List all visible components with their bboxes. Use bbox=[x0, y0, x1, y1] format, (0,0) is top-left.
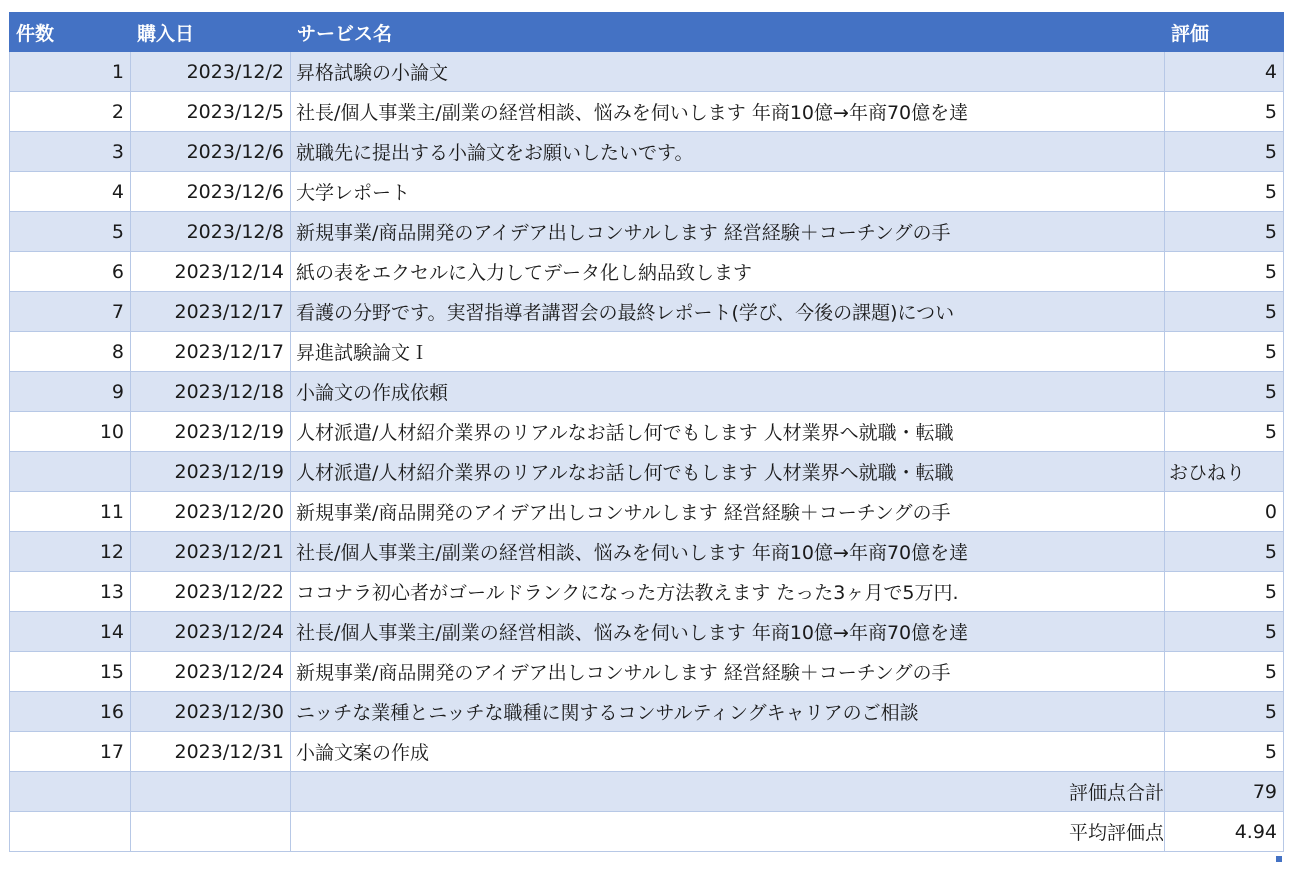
table-row bbox=[10, 692, 1284, 732]
table-row bbox=[10, 132, 1284, 172]
cell-date[interactable]: 2023/12/24 bbox=[131, 652, 291, 692]
cell-date[interactable]: 2023/12/30 bbox=[131, 692, 291, 732]
cell-rating[interactable]: 5 bbox=[1165, 532, 1284, 572]
table-row bbox=[10, 412, 1284, 452]
table-row bbox=[10, 172, 1284, 212]
table-row bbox=[10, 332, 1284, 372]
table-row bbox=[10, 452, 1284, 492]
cell-service[interactable]: ニッチな業種とニッチな職種に関するコンサルティングキャリアのご相談 bbox=[291, 692, 1165, 732]
header-rating[interactable]: 評価 bbox=[1165, 13, 1284, 52]
cell-service[interactable]: 小論文の作成依頼 bbox=[291, 372, 1165, 412]
table-row bbox=[10, 572, 1284, 612]
cell-date[interactable]: 2023/12/2 bbox=[131, 52, 291, 92]
cell-date[interactable]: 2023/12/31 bbox=[131, 732, 291, 772]
cell-service[interactable]: ココナラ初心者がゴールドランクになった方法教えます たった3ヶ月で5万円. bbox=[291, 572, 1165, 612]
cell-date[interactable]: 2023/12/17 bbox=[131, 332, 291, 372]
cell-service[interactable]: 昇格試験の小論文 bbox=[291, 52, 1165, 92]
cell-date[interactable]: 2023/12/20 bbox=[131, 492, 291, 532]
cell-service[interactable]: 社長/個人事業主/副業の経営相談、悩みを伺いします 年商10億→年商70億を達 bbox=[291, 532, 1165, 572]
table-body bbox=[10, 52, 1284, 852]
header-service[interactable]: サービス名 bbox=[291, 13, 1165, 52]
table-row bbox=[10, 212, 1284, 252]
cell-rating[interactable]: おひねり bbox=[1165, 452, 1284, 492]
cell-rating[interactable]: 4 bbox=[1165, 52, 1284, 92]
table-row bbox=[10, 612, 1284, 652]
cell-count[interactable]: 5 bbox=[10, 212, 131, 252]
cell-count[interactable]: 10 bbox=[10, 412, 131, 452]
cell-count[interactable]: 4 bbox=[10, 172, 131, 212]
cell-date[interactable]: 2023/12/18 bbox=[131, 372, 291, 412]
cell-rating[interactable]: 5 bbox=[1165, 612, 1284, 652]
summary-empty-cell[interactable] bbox=[131, 812, 291, 852]
cell-service[interactable]: 社長/個人事業主/副業の経営相談、悩みを伺いします 年商10億→年商70億を達 bbox=[291, 92, 1165, 132]
table-row bbox=[10, 652, 1284, 692]
summary-total-row bbox=[10, 772, 1284, 812]
table-resize-handle[interactable] bbox=[1276, 856, 1282, 862]
cell-rating[interactable]: 0 bbox=[1165, 492, 1284, 532]
cell-service[interactable]: 人材派遣/人材紹介業界のリアルなお話し何でもします 人材業界へ就職・転職 bbox=[291, 452, 1165, 492]
cell-count[interactable]: 15 bbox=[10, 652, 131, 692]
cell-date[interactable]: 2023/12/21 bbox=[131, 532, 291, 572]
cell-date[interactable]: 2023/12/19 bbox=[131, 452, 291, 492]
table-row bbox=[10, 52, 1284, 92]
cell-service[interactable]: 小論文案の作成 bbox=[291, 732, 1165, 772]
cell-service[interactable]: 大学レポート bbox=[291, 172, 1165, 212]
cell-date[interactable]: 2023/12/17 bbox=[131, 292, 291, 332]
cell-date[interactable]: 2023/12/24 bbox=[131, 612, 291, 652]
average-label[interactable]: 平均評価点 bbox=[291, 812, 1165, 852]
header-date[interactable]: 購入日 bbox=[131, 13, 291, 52]
cell-count[interactable]: 17 bbox=[10, 732, 131, 772]
cell-rating[interactable]: 5 bbox=[1165, 652, 1284, 692]
cell-service[interactable]: 昇進試験論文Ｉ bbox=[291, 332, 1165, 372]
cell-service[interactable]: 人材派遣/人材紹介業界のリアルなお話し何でもします 人材業界へ就職・転職 bbox=[291, 412, 1165, 452]
cell-date[interactable]: 2023/12/8 bbox=[131, 212, 291, 252]
cell-count[interactable]: 12 bbox=[10, 532, 131, 572]
table-row bbox=[10, 92, 1284, 132]
cell-count[interactable]: 3 bbox=[10, 132, 131, 172]
header-count[interactable]: 件数 bbox=[10, 13, 131, 52]
cell-rating[interactable]: 5 bbox=[1165, 132, 1284, 172]
header-row bbox=[10, 13, 1284, 52]
total-label[interactable]: 評価点合計 bbox=[291, 772, 1165, 812]
cell-service[interactable]: 社長/個人事業主/副業の経営相談、悩みを伺いします 年商10億→年商70億を達 bbox=[291, 612, 1165, 652]
cell-count[interactable] bbox=[10, 452, 131, 492]
cell-count[interactable]: 11 bbox=[10, 492, 131, 532]
table-row bbox=[10, 492, 1284, 532]
cell-count[interactable]: 1 bbox=[10, 52, 131, 92]
table-row bbox=[10, 372, 1284, 412]
cell-service[interactable]: 新規事業/商品開発のアイデア出しコンサルします 経営経験＋コーチングの手 bbox=[291, 652, 1165, 692]
service-rating-table bbox=[9, 12, 1284, 852]
cell-count[interactable]: 14 bbox=[10, 612, 131, 652]
cell-date[interactable]: 2023/12/6 bbox=[131, 172, 291, 212]
summary-empty-cell[interactable] bbox=[131, 772, 291, 812]
cell-date[interactable]: 2023/12/22 bbox=[131, 572, 291, 612]
cell-count[interactable]: 2 bbox=[10, 92, 131, 132]
summary-empty-cell[interactable] bbox=[10, 772, 131, 812]
cell-service[interactable]: 就職先に提出する小論文をお願いしたいです。 bbox=[291, 132, 1165, 172]
summary-empty-cell[interactable] bbox=[10, 812, 131, 852]
cell-rating[interactable]: 5 bbox=[1165, 92, 1284, 132]
cell-rating[interactable]: 5 bbox=[1165, 572, 1284, 612]
cell-rating[interactable]: 5 bbox=[1165, 692, 1284, 732]
cell-rating[interactable]: 5 bbox=[1165, 732, 1284, 772]
cell-count[interactable]: 8 bbox=[10, 332, 131, 372]
cell-count[interactable]: 16 bbox=[10, 692, 131, 732]
average-value[interactable]: 4.94 bbox=[1165, 812, 1284, 852]
cell-count[interactable]: 13 bbox=[10, 572, 131, 612]
total-value[interactable]: 79 bbox=[1165, 772, 1284, 812]
cell-date[interactable]: 2023/12/6 bbox=[131, 132, 291, 172]
cell-count[interactable]: 6 bbox=[10, 252, 131, 292]
cell-rating[interactable]: 5 bbox=[1165, 372, 1284, 412]
cell-service[interactable]: 新規事業/商品開発のアイデア出しコンサルします 経営経験＋コーチングの手 bbox=[291, 492, 1165, 532]
cell-rating[interactable]: 5 bbox=[1165, 252, 1284, 292]
cell-rating[interactable]: 5 bbox=[1165, 332, 1284, 372]
cell-rating[interactable]: 5 bbox=[1165, 412, 1284, 452]
cell-rating[interactable]: 5 bbox=[1165, 172, 1284, 212]
table-row bbox=[10, 292, 1284, 332]
cell-count[interactable]: 9 bbox=[10, 372, 131, 412]
cell-count[interactable]: 7 bbox=[10, 292, 131, 332]
cell-rating[interactable]: 5 bbox=[1165, 292, 1284, 332]
cell-date[interactable]: 2023/12/19 bbox=[131, 412, 291, 452]
cell-date[interactable]: 2023/12/14 bbox=[131, 252, 291, 292]
table-row bbox=[10, 532, 1284, 572]
cell-service[interactable]: 紙の表をエクセルに入力してデータ化し納品致します bbox=[291, 252, 1165, 292]
table-row bbox=[10, 252, 1284, 292]
summary-average-row bbox=[10, 812, 1284, 852]
table-row bbox=[10, 732, 1284, 772]
cell-service[interactable]: 看護の分野です。実習指導者講習会の最終レポート(学び、今後の課題)につい bbox=[291, 292, 1165, 332]
cell-service[interactable]: 新規事業/商品開発のアイデア出しコンサルします 経営経験＋コーチングの手 bbox=[291, 212, 1165, 252]
cell-date[interactable]: 2023/12/5 bbox=[131, 92, 291, 132]
cell-rating[interactable]: 5 bbox=[1165, 212, 1284, 252]
